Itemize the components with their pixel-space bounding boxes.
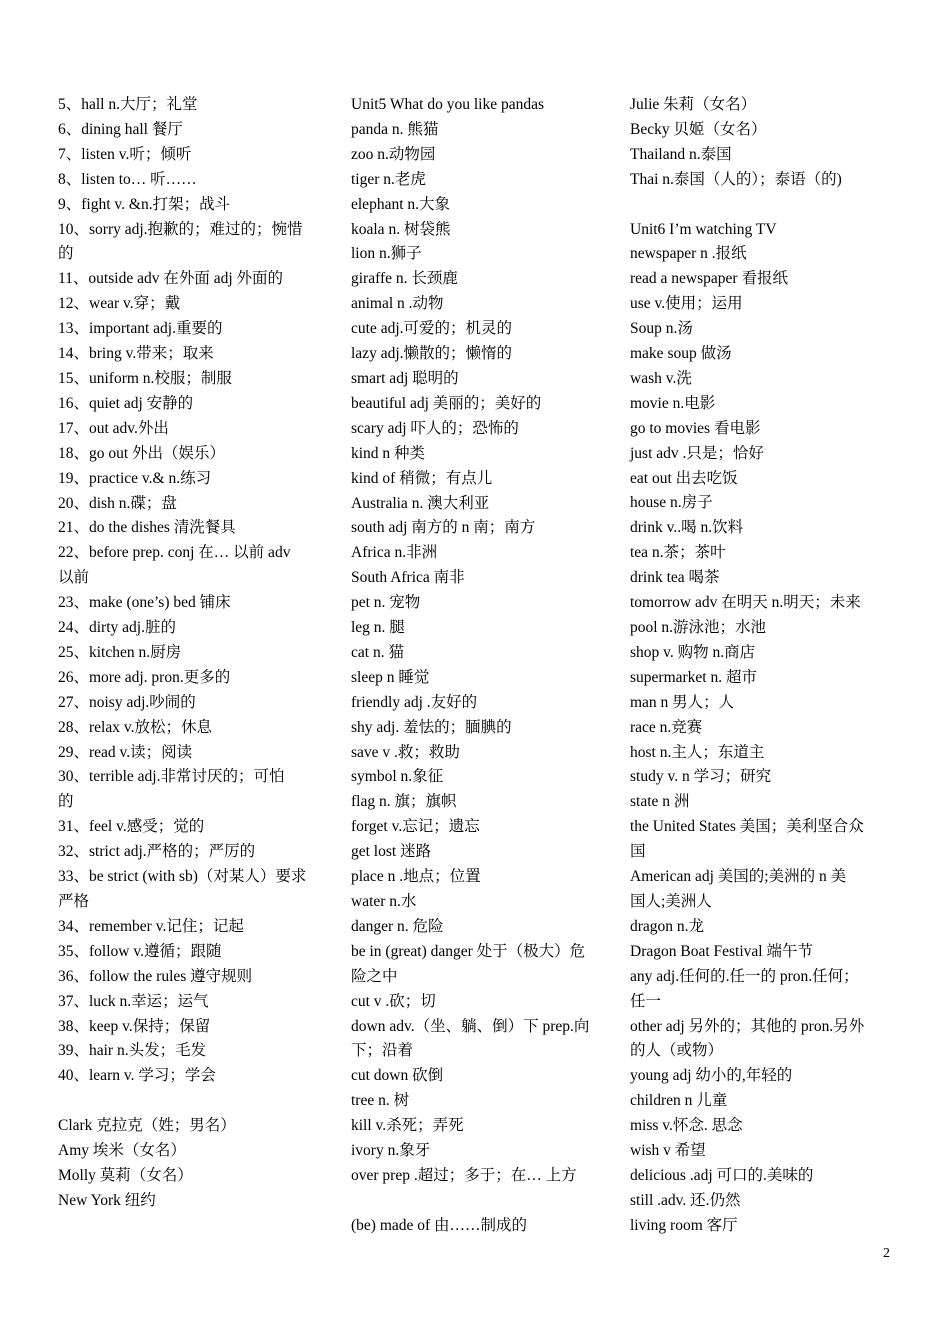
vocab-line	[351, 1189, 601, 1214]
vocab-line: Julie 朱莉（女名）	[630, 96, 757, 113]
vocab-line: cute adj.可爱的；机灵的	[351, 320, 513, 338]
vocab-line: 32、strict adj.严格的；严厉的	[58, 843, 256, 861]
vocab-line: 13、important adj.重要的	[58, 320, 223, 338]
vocab-line: 6、dining hall 餐厅	[58, 120, 183, 138]
vocab-line: Australia n. 澳大利亚	[351, 494, 490, 512]
vocab-line: 30、terrible adj.非常讨厌的；可怕	[58, 768, 285, 786]
vocab-line: giraffe n. 长颈鹿	[351, 270, 458, 288]
vocab-line: lion n.狮子	[351, 245, 422, 263]
vocab-line: use v.使用；运用	[630, 295, 743, 313]
vocab-line: 31、feel v.感受；觉的	[58, 818, 205, 836]
vocab-line: kind n 种类	[351, 444, 426, 462]
vocab-line: cut down 砍倒	[351, 1067, 444, 1085]
vocab-line: drink v..喝 n.饮料	[630, 519, 744, 537]
vocab-line: still .adv. 还.仍然	[630, 1191, 741, 1209]
vocab-line: 10、sorry adj.抱歉的；难过的；惋惜	[58, 220, 303, 238]
vocab-line: ivory n.象牙	[351, 1142, 431, 1160]
vocab-line: 33、be strict (with sb)（对某人）要求	[58, 868, 307, 886]
vocab-line: 5、hall n.大厅；礼堂	[58, 96, 198, 113]
vocab-line: movie n.电影	[630, 394, 716, 412]
vocab-line: tomorrow adv 在明天 n.明天；未来	[630, 594, 861, 612]
vocab-line: 27、noisy adj.吵闹的	[58, 693, 196, 711]
vocab-line: American adj 美国的;美洲的 n 美	[630, 868, 847, 886]
vocab-line: delicious .adj 可口的.美味的	[630, 1166, 814, 1184]
page-number: 2	[883, 1246, 890, 1261]
vocab-line: kind of 稍微；有点儿	[351, 469, 493, 487]
vocab-line: host n.主人；东道主	[630, 743, 765, 761]
vocab-line: race n.竞赛	[630, 718, 703, 736]
vocab-line: 23、make (one’s) bed 铺床	[58, 594, 231, 612]
vocab-line: 37、luck n.幸运；运气	[58, 992, 209, 1010]
vocab-line: 22、before prep. conj 在… 以前 adv	[58, 544, 291, 562]
vocab-line: 20、dish n.碟；盘	[58, 494, 177, 512]
vocab-line: 26、more adj. pron.更多的	[58, 668, 231, 686]
vocab-line: (be) made of 由……制成的	[351, 1216, 528, 1234]
vocab-line: tree n. 树	[351, 1092, 410, 1110]
vocab-line: 39、hair n.头发；毛发	[58, 1042, 207, 1060]
vocab-line: 34、remember v.记住；记起	[58, 917, 244, 935]
vocab-line	[630, 193, 896, 218]
vocab-line: 以前	[58, 569, 90, 587]
vocab-line: get lost 迷路	[351, 843, 432, 861]
vocab-line: 的人（或物）	[630, 1042, 724, 1060]
column-right	[630, 93, 896, 1239]
vocab-line: Clark 克拉克（姓；男名）	[58, 1117, 236, 1135]
vocab-line: forget v.忘记；遗忘	[351, 818, 480, 836]
vocab-line: New York 纽约	[58, 1191, 156, 1209]
vocab-line: miss v.怀念. 思念	[630, 1117, 743, 1135]
vocab-line: 12、wear v.穿；戴	[58, 295, 181, 313]
vocab-line: pet n. 宠物	[351, 594, 421, 612]
vocab-line: go to movies 看电影	[630, 419, 761, 437]
vocab-line: 的	[58, 793, 74, 811]
vocab-line: 下；沿着	[351, 1042, 414, 1060]
vocab-line: 7、listen v.听；倾听	[58, 145, 192, 163]
vocab-line: drink tea 喝茶	[630, 569, 720, 587]
vocab-line: 29、read v.读；阅读	[58, 743, 193, 761]
vocab-line: Soup n.汤	[630, 320, 693, 338]
vocab-line: leg n. 腿	[351, 619, 405, 637]
vocab-line: Unit5 What do you like pandas	[351, 96, 545, 113]
vocab-line: danger n. 危险	[351, 917, 444, 935]
vocab-line: the United States 美国；美利坚合众	[630, 818, 864, 836]
vocab-line: cat n. 猫	[351, 643, 404, 661]
vocab-line: sleep n 睡觉	[351, 668, 430, 686]
vocab-line: scary adj 吓人的；恐怖的	[351, 419, 519, 437]
vocab-line: symbol n.象征	[351, 768, 444, 786]
vocab-line: house n.房子	[630, 494, 713, 512]
vocab-line: tiger n.老虎	[351, 170, 426, 188]
vocab-line: zoo n.动物园	[351, 145, 436, 163]
vocab-line: 21、do the dishes 清洗餐具	[58, 519, 236, 537]
vocab-line: 16、quiet adj 安静的	[58, 394, 194, 412]
vocab-line: Molly 莫莉（女名）	[58, 1166, 193, 1184]
vocab-line: shop v. 购物 n.商店	[630, 643, 756, 661]
vocab-line: 17、out adv.外出	[58, 419, 169, 437]
vocab-line: shy adj. 羞怯的；腼腆的	[351, 718, 512, 736]
vocab-line: 35、follow v.遵循；跟随	[58, 942, 222, 960]
vocab-line: tea n.茶；茶叶	[630, 544, 726, 562]
vocab-line: just adv .只是；恰好	[630, 444, 764, 462]
vocab-line: 任一	[630, 992, 662, 1010]
vocab-line: 的	[58, 245, 74, 263]
vocab-line: supermarket n. 超市	[630, 668, 757, 686]
vocab-line: Thai n.泰国（人的）；泰语（的)	[630, 170, 842, 188]
vocab-line: state n 洲	[630, 793, 690, 811]
vocab-line: young adj 幼小的,年轻的	[630, 1067, 793, 1085]
vocab-line: over prep .超过；多于；在… 上方	[351, 1166, 577, 1184]
vocab-line: 38、keep v.保持；保留	[58, 1017, 211, 1035]
vocab-line: save v .救；救助	[351, 743, 460, 761]
column-middle	[351, 93, 601, 1239]
vocab-line: panda n. 熊猫	[351, 120, 439, 138]
vocab-line: 险之中	[351, 967, 398, 985]
vocab-line: study v. n 学习；研究	[630, 768, 772, 786]
vocab-line: Unit6 I’m watching TV	[630, 220, 777, 238]
vocab-line: place n .地点；位置	[351, 868, 481, 886]
vocab-line: smart adj 聪明的	[351, 369, 459, 387]
vocab-line: make soup 做汤	[630, 345, 732, 363]
vocab-line: eat out 出去吃饭	[630, 469, 738, 487]
vocab-line: 严格	[58, 893, 90, 910]
column-left	[58, 93, 324, 1214]
vocab-line: 11、outside adv 在外面 adj 外面的	[58, 270, 284, 288]
vocab-line: Thailand n.泰国	[630, 145, 732, 163]
vocab-line: 25、kitchen n.厨房	[58, 643, 182, 661]
vocab-line: any adj.任何的.任一的 pron.任何；	[630, 967, 859, 985]
vocab-line	[58, 1089, 324, 1114]
vocab-line: wash v.洗	[630, 369, 692, 387]
vocab-line: 14、bring v.带来；取来	[58, 345, 214, 363]
vocab-line: kill v.杀死；弄死	[351, 1117, 464, 1135]
vocab-line: dragon n.龙	[630, 917, 705, 935]
vocab-line: lazy adj.懒散的；懒惰的	[351, 345, 513, 363]
vocab-line: 24、dirty adj.脏的	[58, 619, 176, 637]
vocab-line: Africa n.非洲	[351, 544, 438, 562]
vocab-line: 28、relax v.放松；休息	[58, 718, 212, 736]
vocab-line: newspaper n .报纸	[630, 245, 747, 263]
vocab-line: pool n.游泳池；水池	[630, 619, 767, 637]
vocab-line: 19、practice v.& n.练习	[58, 469, 212, 487]
vocab-line: cut v .砍；切	[351, 992, 436, 1010]
vocab-line: elephant n.大象	[351, 195, 451, 213]
vocab-line: friendly adj .友好的	[351, 693, 478, 711]
vocab-line: 18、go out 外出（娱乐）	[58, 444, 226, 462]
vocab-line: 40、learn v. 学习；学会	[58, 1067, 216, 1085]
vocab-line: 15、uniform n.校服；制服	[58, 369, 232, 387]
vocab-line: 国	[630, 843, 646, 861]
vocab-line: koala n. 树袋熊	[351, 220, 451, 238]
vocab-line: other adj 另外的；其他的 pron.另外	[630, 1017, 865, 1035]
vocab-line: read a newspaper 看报纸	[630, 270, 788, 288]
vocab-line: wish v 希望	[630, 1142, 706, 1160]
vocab-line: water n.水	[351, 893, 417, 910]
vocab-line: 9、fight v. &n.打架；战斗	[58, 195, 231, 213]
vocab-line: animal n .动物	[351, 295, 444, 313]
vocab-line: South Africa 南非	[351, 569, 465, 587]
vocab-line: living room 客厅	[630, 1216, 738, 1234]
vocab-line: 国人;美洲人	[630, 892, 712, 910]
vocab-line: Amy 埃米（女名）	[58, 1142, 186, 1160]
vocab-line: Becky 贝姬（女名）	[630, 120, 767, 138]
vocab-line: south adj 南方的 n 南；南方	[351, 519, 536, 537]
vocab-line: beautiful adj 美丽的；美好的	[351, 394, 542, 412]
vocab-line: children n 儿童	[630, 1092, 728, 1110]
vocab-line: 36、follow the rules 遵守规则	[58, 967, 253, 985]
vocab-line: Dragon Boat Festival 端午节	[630, 942, 813, 960]
vocab-line: man n 男人；人	[630, 693, 735, 711]
vocab-line: 8、listen to… 听……	[58, 170, 197, 188]
vocab-line: flag n. 旗；旗帜	[351, 793, 457, 811]
vocab-line: be in (great) danger 处于（极大）危	[351, 942, 586, 960]
vocab-line: down adv.（坐、躺、倒）下 prep.向	[351, 1017, 590, 1035]
